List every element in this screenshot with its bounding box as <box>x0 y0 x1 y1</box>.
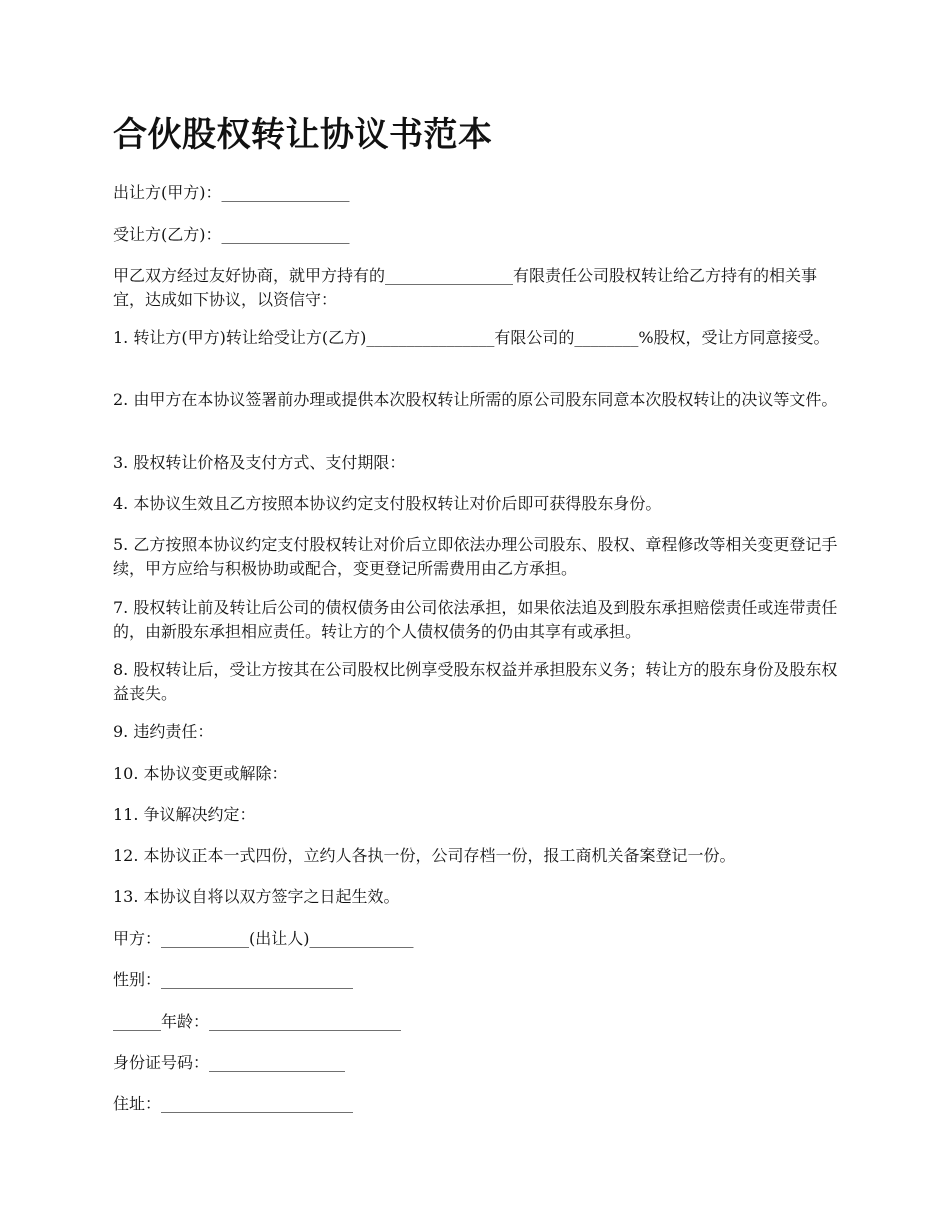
party-a-line: 出让方(甲方)：________________ <box>113 183 350 202</box>
clause-1: 1. 转让方(甲方)转让给受让方(乙方)________________有限公司的________%股权，受让方同意接受。 <box>113 328 830 347</box>
signature-party-a: 甲方：___________(出让人)_____________ <box>113 929 414 948</box>
clause-10: 10. 本协议变更或解除： <box>113 764 288 783</box>
clause-7: 7. 股权转让前及转让后公司的债权债务由公司依法承担，如果依法追及到股东承担赔偿责任或连带责任的，由新股东承担相应责任。转让方的个人债权债务的仍由其享有或承担。 <box>113 598 838 641</box>
age-field: ______年龄：________________________ <box>113 1012 402 1031</box>
clause-13: 13. 本协议自将以双方签字之日起生效。 <box>113 887 400 906</box>
document-title: 合伙股权转让协议书范本 <box>113 115 493 155</box>
address-field: 住址：________________________ <box>113 1094 354 1113</box>
clause-11: 11. 争议解决约定： <box>113 805 256 824</box>
clause-8: 8. 股权转让后，受让方按其在公司股权比例享受股东权益并承担股东义务；转让方的股东身份及股东权益丧失。 <box>113 660 838 703</box>
preamble-paragraph: 甲乙双方经过友好协商，就甲方持有的________________有限责任公司股权转让给乙方持有的相关事宜，达成如下协议，以资信守： <box>113 266 818 309</box>
clause-2: 2. 由甲方在本协议签署前办理或提供本次股权转让所需的原公司股东同意本次股权转让的决议等文件。 <box>113 390 838 409</box>
gender-field: 性别：________________________ <box>113 970 354 989</box>
id-number-field: 身份证号码：_________________ <box>113 1053 346 1072</box>
clause-5: 5. 乙方按照本协议约定支付股权转让对价后立即依法办理公司股东、股权、章程修改等相关变更登记手续，甲方应给与积极协助或配合，变更登记所需费用由乙方承担。 <box>113 535 838 578</box>
clause-4: 4. 本协议生效且乙方按照本协议约定支付股权转让对价后即可获得股东身份。 <box>113 494 662 513</box>
clause-3: 3. 股权转让价格及支付方式、支付期限： <box>113 453 406 472</box>
party-b-line: 受让方(乙方)：________________ <box>113 225 350 244</box>
clause-9: 9. 违约责任： <box>113 722 214 741</box>
clause-12: 12. 本协议正本一式四份，立约人各执一份，公司存档一份，报工商机关备案登记一份。 <box>113 846 736 865</box>
